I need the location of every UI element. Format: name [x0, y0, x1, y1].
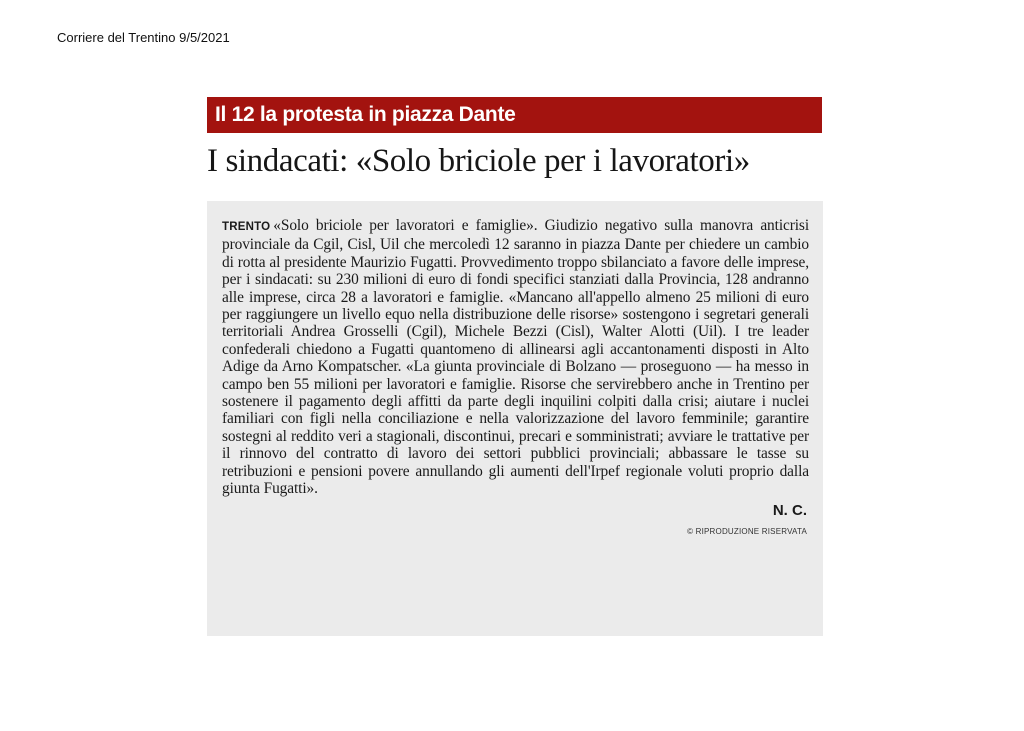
article-body: [222, 217, 809, 498]
article-body-box: [207, 201, 823, 636]
article-dateline: TRENTO: [222, 221, 271, 233]
article-kicker: Il 12 la protesta in piazza Dante: [207, 97, 822, 133]
article-headline: I sindacati: «Solo briciole per i lavoratori»: [207, 143, 750, 179]
newspaper-source-line: Corriere del Trentino 9/5/2021: [57, 30, 230, 45]
article-body-text: «Solo briciole per lavoratori e famiglie». Giudizio negativo sulla manovra anticrisi provinciale da Cgil, Cisl, Uil che mercoledì 12 saranno in piazza Dante per chiedere un cambio di rotta al presidente Maurizio Fugatti. Provvedimento troppo sbilanciato a favore delle imprese, per i sindacati: su 230 milioni di euro di fondi specifici stanziati dalla Provincia, 128 andranno alle imprese, circa 28 a lavoratori e famiglie. «Mancano all'appello almeno 25 milioni di euro per raggiungere un livello equo nella distribuzione delle risorse» sostengono i segretari generali territoriali Andrea Grosselli (Cgil), Michele Bezzi (Cisl), Walter Alotti (Uil). I tre leader confederali chiedono a Fugatti quantomeno di allinearsi agli accantonamenti disposti in Alto Adige da Arno Kompatscher. «La giunta provinciale di Bolzano — proseguono — ha messo in campo ben 55 milioni per lavoratori e famiglie. Risorse che servirebbero anche in Trentino per sostenere il pagamento degli affitti da parte degli inquilini colpiti dalla crisi; aiutare i nuclei familiari con figli nella conciliazione e nella valorizzazione del lavoro femminile; garantire sostegni al reddito veri a stagionali, discontinui, precari e somministrati; avviare le trattative per il rinnovo del contratto di lavoro dei settori pubblici provinciali; abbassare le tasse su retribuzioni e pensioni povere annullando gli aumenti dell'Irpef regionale voluti proprio dalla giunta Fugatti».: [222, 217, 809, 498]
article-signature: N. C.: [772, 501, 807, 519]
copyright-notice: © RIPRODUZIONE RISERVATA: [687, 526, 807, 536]
